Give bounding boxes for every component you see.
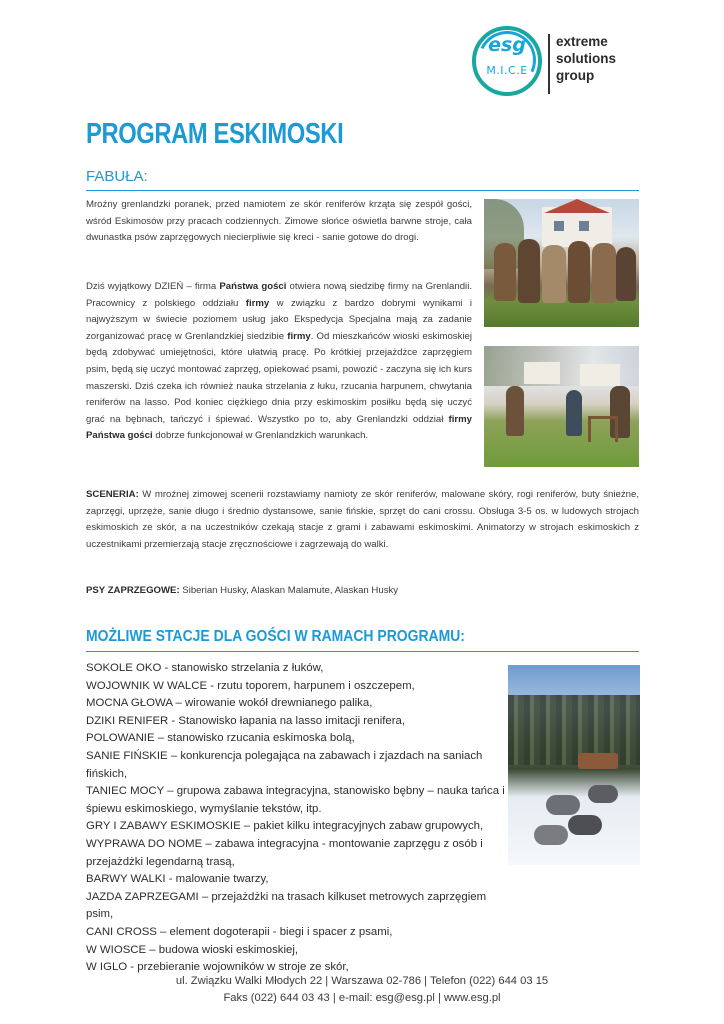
list-item: CANI CROSS – element dogoterapii - biegi i spacer z psami, (86, 925, 393, 938)
dogs-paragraph: PSY ZAPRZEGOWE: Siberian Husky, Alaskan Malamute, Alaskan Husky (86, 585, 399, 596)
footer-contact (0, 973, 724, 1007)
list-item: GRY I ZABAWY ESKIMOSKIE – pakiet kilku integracyjnych zabaw grupowych, (86, 820, 484, 833)
logo-wordmark (556, 33, 636, 84)
list-item: JAZDA ZAPRZEGAMI – przejażdżki na trasach kilkuset metrowych zaprzęgiem psim, (86, 890, 487, 921)
photo-archery-station (484, 346, 639, 467)
scenery-label: SCENERIA: (86, 489, 139, 500)
list-item: WYPRAWA DO NOME – zabawa integracyjna - montowanie zaprzęgu z osób i przejażdżki legendarną trasą, (86, 837, 483, 868)
heading-underline (86, 190, 639, 191)
list-item: SOKOLE OKO - stanowisko strzelania z łuków, (86, 662, 324, 674)
list-item: W IGLO - przebieranie wojowników w stroje ze skór, (86, 961, 349, 974)
list-item: DZIKI RENIFER - Stanowisko łapania na lasso imitacji renifera, (86, 714, 406, 727)
story-paragraph-1: Mroźny grenlandzki poranek, przed namiotem ze skór reniferów krząta się zespół gości, wśród Eskimosów przy pracach codziennych. Zimowe słońce oświetla barwne stroje, cała dwunastka psów zaprzęgowych niecierpliwie się kreci - sanie gotowe do drogi. (86, 199, 472, 244)
dogs-label: PSY ZAPRZEGOWE: (86, 585, 180, 596)
logo-divider (548, 34, 550, 94)
fabula-heading: FABUŁA: (86, 168, 148, 185)
story-paragraph-2: Dziś wyjątkowy DZIEŃ – firma Państwa gości otwiera nową siedzibę firmy na Grenlandii. Pracownicy z polskiego oddziału firmy w związku z bardzo dobrymi wynikami i najwyższym w świecie poziomem usług jako Ekspedycja Specjalna mają za zadanie zorganizować pracę w Grenlandzkiej siedzibie firmy. Od mieszkańców wioski eskimoskiej będą zdobywać umiejętności, które ułatwią pracę. Po krótkiej przejażdżce zaprzęgiem psim, będą się uczyć montować zaprzęg, opiekować psami, powozić - zaczyna się ich kurs maszerski. Dziś czeka ich również nauka strzelania z łuku, rzucania harpunem, chwytania reniferów na lasso. Pod koniec ciężkiego dnia przy eskimoskim posiłku będą się uczyć grać na bębnach, tańczyć i śpiewać. Wszystko po to, aby Grenlandzki oddział firmy Państwa gości dobrze funkcjonował w Grenlandzkich warunkach. (86, 281, 472, 442)
list-item: POLOWANIE – stanowisko rzucania eskimoska bolą, (86, 732, 355, 745)
logo-mark-subtext: M.I.C.E (486, 64, 528, 77)
logo-mark-text: esg (488, 34, 526, 56)
list-item: BARWY WALKI - malowanie twarzy, (86, 873, 269, 886)
company-logo (472, 24, 622, 104)
footer-address: ul. Związku Walki Młodych 22 | Warszawa 02-786 | Telefon (022) 644 03 15 (175, 975, 549, 987)
scenery-paragraph: SCENERIA: W mroźnej zimowej scenerii rozstawiamy namioty ze skór reniferów, malowane skóry, rogi reniferów, buty śnieżne, zaprzęgi, uprzęże, sanie długo i średnio dystansowe, sanie fińskie, sprzęt do cani crossu. Obsługa 3-5 os. w ludowych strojach eskimoskich ze skór, a na uczestników czekają stacje z grami i zabawami eskimoskimi. Animatorzy w strojach eskimoskich z uczestnikami przemierzają stacje zręcznościowe i zagrzewają do walki. (86, 489, 639, 550)
list-item: TANIEC MOCY – grupowa zabawa integracyjna, stanowisko bębny – nauka tańca i śpiewu eskimoskiego, wymyślanie tekstów, itp. (86, 785, 505, 815)
footer-contact-line: Faks (022) 644 03 43 | e-mail: esg@esg.pl | www.esg.pl (223, 992, 501, 1004)
logo-line-2: solutions (556, 51, 616, 66)
logo-line-1: extreme (556, 34, 608, 49)
photo-eskimo-group (484, 199, 639, 327)
logo-line-3: group (556, 68, 595, 83)
page-title: PROGRAM ESKIMOSKI (86, 118, 344, 150)
photo-sled-dogs (508, 665, 640, 865)
list-item: WOJOWNIK W WALCE - rzutu toporem, harpunem i oszczepem, (86, 679, 415, 692)
list-item: MOCNA GŁOWA – wirowanie wokół drewnianego palika, (86, 697, 373, 710)
stations-list (86, 660, 506, 977)
list-item: W WIOSCE – budowa wioski eskimoskiej, (86, 943, 299, 956)
list-item: SANIE FIŃSKIE – konkurencja polegająca na zabawach i zjazdach na saniach fińskich, (86, 749, 483, 780)
stations-heading: MOŻLIWE STACJE DLA GOŚCI W RAMACH PROGRAMU: (86, 628, 465, 645)
stations-heading-underline (86, 651, 639, 652)
